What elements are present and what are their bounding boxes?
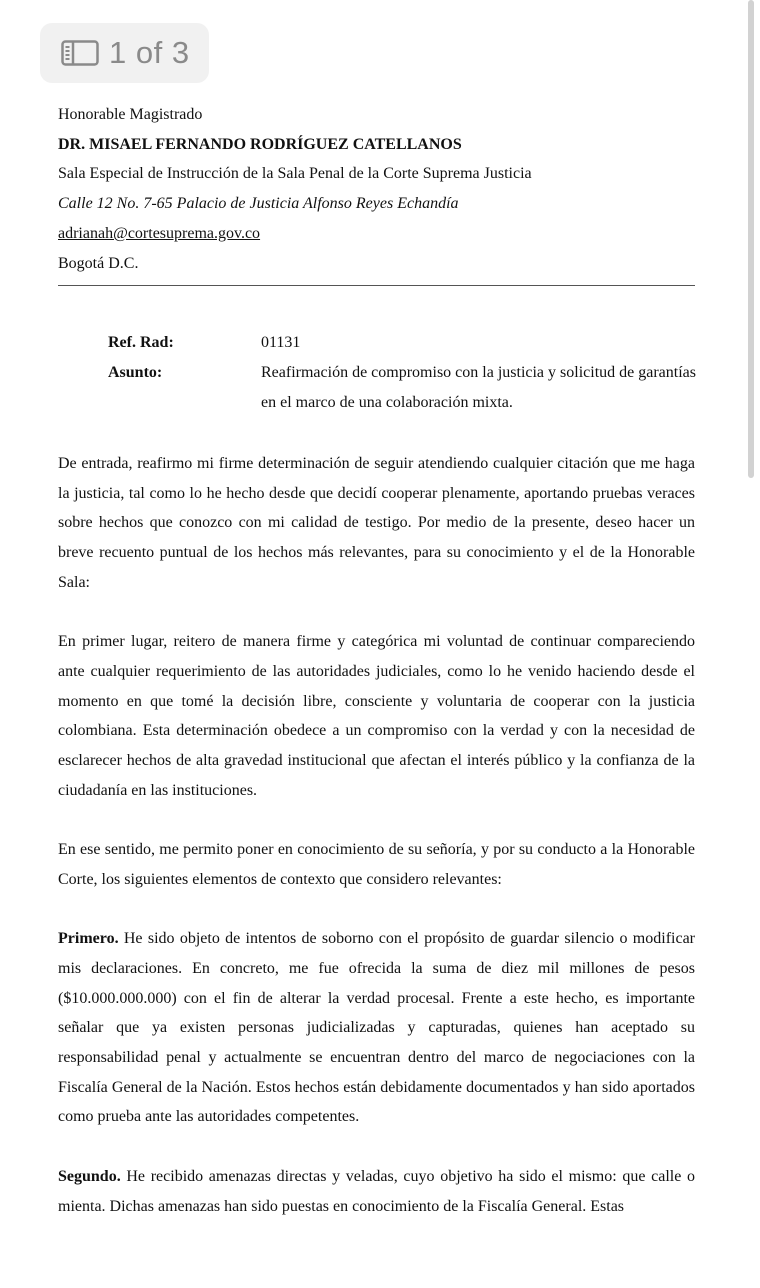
horizontal-divider	[58, 285, 695, 286]
paragraph-first-place: En primer lugar, reitero de manera firme y categórica mi voluntad de continuar compareciendo ante cualquier requerimiento de las autoridades judiciales, como lo he venido haciendo desde el momento en que tomé la decisión libre, consciente y voluntaria de cooperar con la justicia colombiana. Esta determinación obedece a un compromiso con la verdad y con la necesidad de esclarecer hechos de alta gravedad institucional que afectan el interés público y la confianza de la ciudadanía en las instituciones.	[58, 633, 695, 799]
addressee-chamber: Sala Especial de Instrucción de la Sala Penal de la Corte Suprema Justicia	[58, 165, 532, 183]
addressee-block	[58, 100, 698, 278]
subject-label: Asunto:	[108, 364, 163, 381]
ref-rad-value: 01131	[261, 334, 301, 351]
addressee-city: Bogotá D.C.	[58, 254, 139, 272]
primero-lead: Primero.	[58, 930, 119, 948]
paragraph-primero	[58, 924, 695, 1132]
addressee-email-link[interactable]: adrianah@cortesuprema.gov.co	[58, 224, 261, 242]
book-pages-icon	[61, 40, 99, 66]
paragraph-segundo	[58, 1162, 695, 1221]
vertical-scrollbar[interactable]	[748, 0, 754, 478]
letter-body	[58, 449, 695, 1251]
segundo-text: He recibido amenazas directas y veladas, cuyo objetivo ha sido el mismo: que calle o mienta. Dichas amenazas han sido puestas en conocimiento de la Fiscalía General. Estas	[58, 1167, 695, 1215]
addressee-address: Calle 12 No. 7-65 Palacio de Justicia Alfonso Reyes Echandía	[58, 195, 459, 213]
reference-block	[108, 328, 696, 418]
subject-value: Reafirmación de compromiso con la justicia y solicitud de garantías en el marco de una colaboración mixta.	[261, 364, 696, 411]
ref-rad-row	[108, 328, 696, 358]
page-indicator[interactable]	[40, 23, 209, 83]
subject-row	[108, 358, 696, 418]
salutation: Honorable Magistrado	[58, 106, 203, 123]
page-indicator-label: 1 of 3	[109, 35, 190, 70]
addressee-name: DR. MISAEL FERNANDO RODRÍGUEZ CATELLANOS	[58, 135, 462, 153]
ref-rad-label: Ref. Rad:	[108, 334, 174, 351]
segundo-lead: Segundo.	[58, 1167, 121, 1185]
paragraph-context: En ese sentido, me permito poner en conocimiento de su señoría, y por su conducto a la Honorable Corte, los siguientes elementos de contexto que considero relevantes:	[58, 841, 695, 888]
primero-text: He sido objeto de intentos de soborno con el propósito de guardar silencio o modificar mis declaraciones. En concreto, me fue ofrecida la suma de diez mil millones de pesos ($10.000.000.000) con el fin de alterar la verdad procesal. Frente a este hecho, es importante señalar que ya existen personas judicializadas y capturadas, quienes han aceptado su responsabilidad penal y actualmente se encuentran dentro del marco de negociaciones con la Fiscalía General de la Nación. Estos hechos están debidamente documentados y han sido aportados como prueba ante las autoridades competentes.	[58, 930, 695, 1126]
paragraph-intro: De entrada, reafirmo mi firme determinación de seguir atendiendo cualquier citación que me haga la justicia, tal como lo he hecho desde que decidí cooperar plenamente, aportando pruebas veraces sobre hechos que conozco con mi calidad de testigo. Por medio de la presente, deseo hacer un breve recuento puntual de los hechos más relevantes, para su conocimiento y el de la Honorable Sala:	[58, 455, 695, 591]
